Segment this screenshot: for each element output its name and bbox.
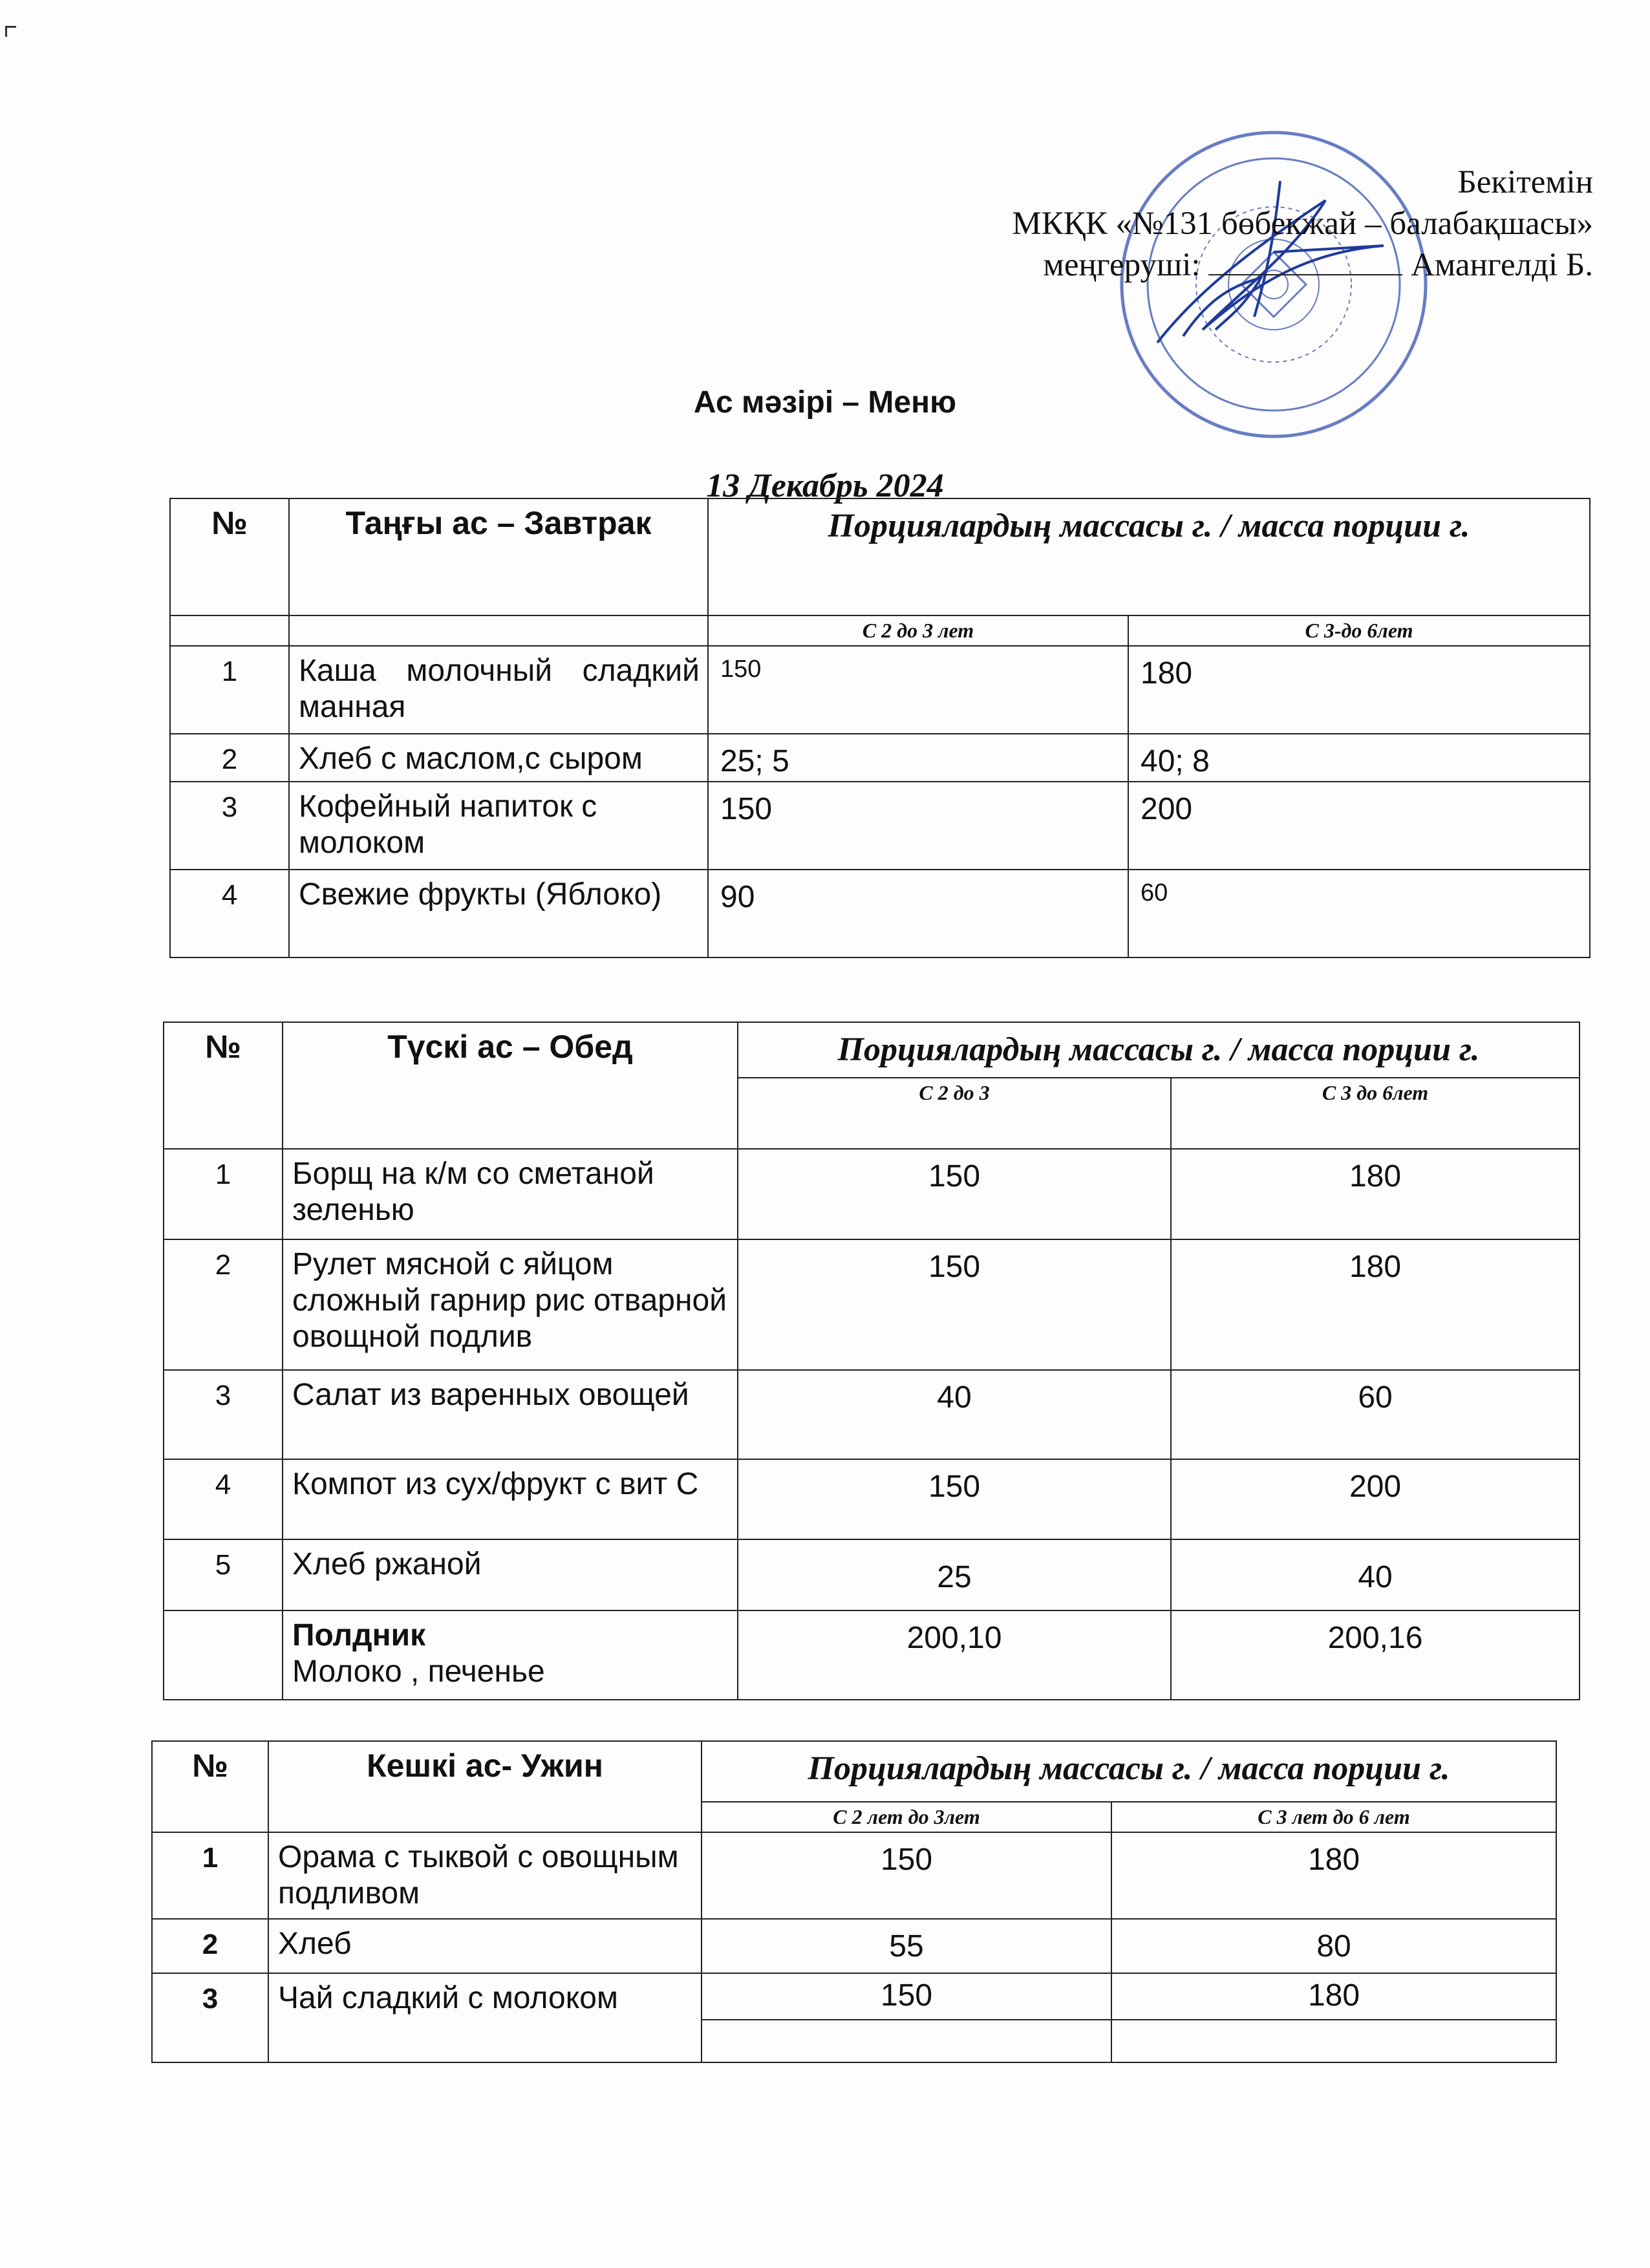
row-number: 1 [170,646,289,734]
portion-value-age1: 150 [738,1239,1171,1370]
breakfast-age-2: С 3-до 6лет [1128,615,1590,646]
table-row [164,1149,1580,1239]
portion-value-age1: 150 [702,1832,1111,1919]
row-number: 1 [164,1149,283,1239]
row-number: 4 [170,870,289,957]
breakfast-header-num: № [170,498,289,615]
lunch-header-name: Түскі ас – Обед [283,1022,738,1149]
table-row [170,870,1590,957]
lunch-age-1: С 2 до 3 [738,1078,1171,1149]
portion-value-age2: 180 [1111,1973,1556,2020]
approval-line-head [1012,244,1593,286]
approval-head-name: Амангелді Б. [1411,247,1593,283]
breakfast-header-gap [708,576,1590,615]
row-number-empty [164,1610,283,1700]
portion-value-age1: 150 [702,1973,1111,2020]
dish-name: Каша молочный сладкий манная [289,646,708,734]
portion-value-age2: 180 [1111,1832,1556,1919]
dinner-table [151,1740,1557,2063]
portion-value-age2: 200 [1171,1459,1580,1539]
snack-cell [283,1610,738,1700]
row-number: 3 [170,782,289,870]
breakfast-age-spacer2 [289,615,708,646]
portion-value-age1: 150 [738,1149,1171,1239]
dish-name: Салат из варенных овощей [283,1370,738,1459]
dish-name: Борщ на к/м со сметаной зеленью [283,1149,738,1239]
approval-head-label: меңгеруші: [1043,247,1201,283]
dish-name: Чай сладкий с молоком [268,1973,702,2062]
portion-value-age2: 40; 8 [1128,734,1590,782]
lunch-table [163,1022,1580,1700]
breakfast-header-portion: Порциялардың массасы г. / масса порции г. [708,498,1590,576]
row-number: 2 [170,734,289,782]
dish-name: Хлеб с маслом,с сыром [289,734,708,782]
dish-name: Свежие фрукты (Яблоко) [289,870,708,957]
portion-value-age2: 60 [1128,870,1590,957]
table-row [152,1832,1556,1919]
dish-name: Рулет мясной с яйцом сложный гарнир рис отварной овощной подлив [283,1239,738,1370]
portion-value-age1: 150 [708,646,1128,734]
page-title: Ас мәзірі – Меню [693,385,957,420]
portion-value-age2: 200,16 [1171,1610,1580,1700]
portion-value-age1: 40 [738,1370,1171,1459]
breakfast-header-name: Таңғы ас – Завтрак [289,498,708,615]
table-row [164,1370,1580,1459]
approval-line-approve: Бекітемін [1457,164,1593,200]
dish-name: Хлеб [268,1919,702,1973]
portion-value-age2: 180 [1171,1149,1580,1239]
portion-value-age2: 80 [1111,1919,1556,1973]
table-row [152,1973,1556,2020]
table-row [170,646,1590,734]
dinner-header-name: Кешкі ас- Ужин [268,1741,702,1832]
empty-cell [702,2020,1111,2062]
breakfast-age-1: С 2 до 3 лет [708,615,1128,646]
row-number: 2 [152,1919,268,1973]
portion-value-age1: 200,10 [738,1610,1171,1700]
row-number: 3 [152,1973,268,2062]
table-row [164,1459,1580,1539]
portion-value-age1: 25; 5 [708,734,1128,782]
portion-value-age2: 180 [1128,646,1590,734]
portion-value-age2: 60 [1171,1370,1580,1459]
dish-name: Кофейный напиток с молоком [289,782,708,870]
dish-name: Компот из сух/фрукт с вит С [283,1459,738,1539]
breakfast-age-spacer [170,615,289,646]
lunch-age-2: С 3 до 6лет [1171,1078,1580,1149]
portion-value-age1: 25 [738,1539,1171,1610]
dish-name: Хлеб ржаной [283,1539,738,1610]
breakfast-table [169,498,1591,958]
row-number: 5 [164,1539,283,1610]
table-row [170,734,1590,782]
table-row-snack [164,1610,1580,1700]
row-number: 3 [164,1370,283,1459]
lunch-header-num: № [164,1022,283,1149]
snack-title: Полдник [292,1618,426,1653]
dinner-age-2: С 3 лет до 6 лет [1111,1802,1556,1832]
table-row [170,782,1590,870]
signature-line [1208,248,1402,275]
portion-value-age1: 90 [708,870,1128,957]
empty-cell [1111,2020,1556,2062]
dinner-header-num: № [152,1741,268,1832]
dish-name: Орама с тыквой с овощным подливом [268,1832,702,1919]
row-number: 2 [164,1239,283,1370]
menu-date: 13 Декабрь 2024 [706,467,944,504]
approval-block [1012,162,1593,286]
portion-value-age2: 200 [1128,782,1590,870]
dinner-header-portion: Порциялардың массасы г. / масса порции г. [702,1741,1556,1802]
portion-value-age1: 150 [738,1459,1171,1539]
portion-value-age1: 55 [702,1919,1111,1973]
table-row [152,1919,1556,1973]
row-number: 1 [152,1832,268,1919]
portion-value-age2: 180 [1171,1239,1580,1370]
scan-corner-mark [5,26,16,37]
lunch-header-portion: Порциялардың массасы г. / масса порции г. [738,1022,1580,1078]
approval-line-organization: МКҚК «№131 бөбекжай – балабақшасы» [1012,206,1593,242]
table-row [164,1539,1580,1610]
snack-name: Молоко , печенье [292,1654,545,1689]
dinner-age-1: С 2 лет до 3лет [702,1802,1111,1832]
portion-value-age2: 40 [1171,1539,1580,1610]
row-number: 4 [164,1459,283,1539]
portion-value-age1: 150 [708,782,1128,870]
table-row [164,1239,1580,1370]
